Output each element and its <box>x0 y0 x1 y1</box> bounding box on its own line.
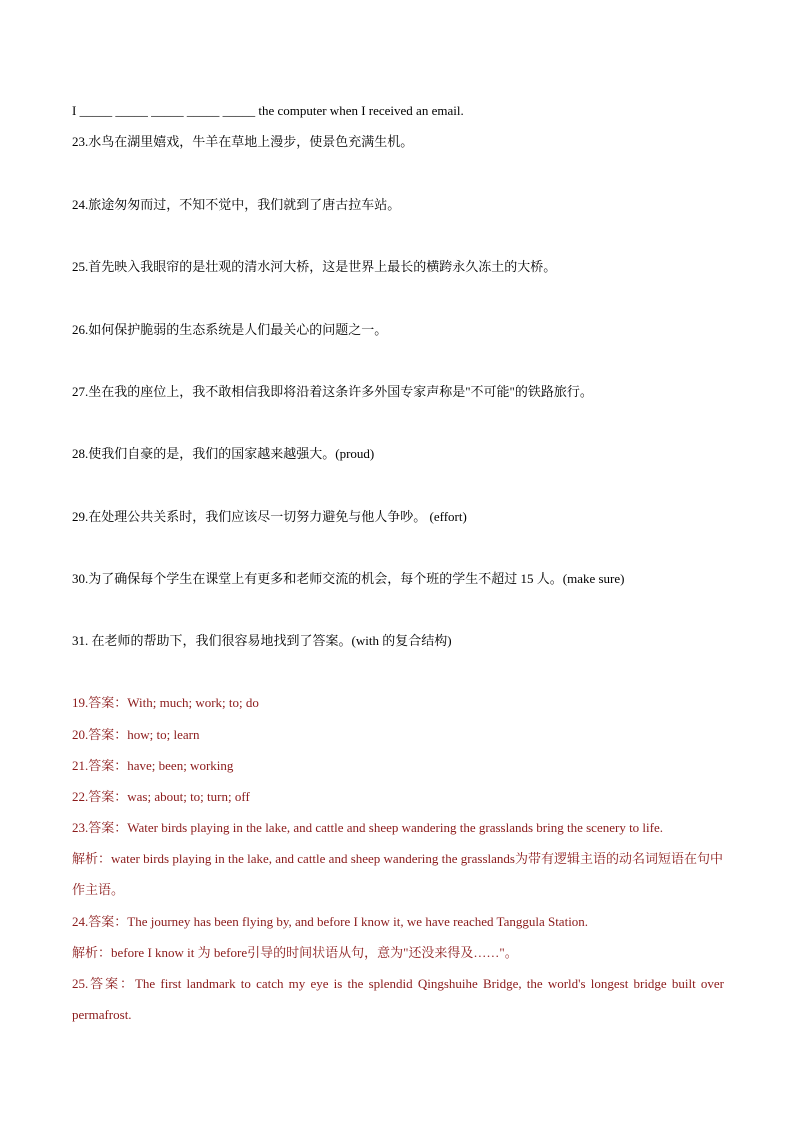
question-24: 24.旅途匆匆而过，不知不觉中，我们就到了唐古拉车站。 <box>72 197 401 212</box>
question-27: 27.坐在我的座位上，我不敢相信我即将沿着这条许多外国专家声称是"不可能"的铁路旅行。 <box>72 384 593 399</box>
document-page <box>72 0 724 1123</box>
question-31: 31. 在老师的帮助下，我们很容易地找到了答案。(with 的复合结构) <box>72 633 452 648</box>
question-26: 26.如何保护脆弱的生态系统是人们最关心的问题之一。 <box>72 322 388 337</box>
answer-19: 19.答案：With; much; work; to; do <box>72 695 259 710</box>
question-30: 30.为了确保每个学生在课堂上有更多和老师交流的机会，每个班的学生不超过 15 人。(make sure) <box>72 571 625 586</box>
question-28: 28.使我们自豪的是，我们的国家越来越强大。(proud) <box>72 446 375 461</box>
analysis-24: 解析：before I know it 为 before引导的时间状语从句，意为"还没来得及……"。 <box>72 945 518 960</box>
question-23: 23.水鸟在湖里嬉戏，牛羊在草地上漫步，使景色充满生机。 <box>72 134 414 149</box>
answer-23: 23.答案：Water birds playing in the lake, and cattle and sheep wandering the grasslands bring the scenery to life. <box>72 820 663 835</box>
analysis-23: 解析：water birds playing in the lake, and cattle and sheep wandering the grasslands为带有逻辑主语的动名词短语在句中作主语。 <box>72 851 723 897</box>
answer-25: 25.答案：The first landmark to catch my eye is the splendid Qingshuihe Bridge, the world's longest bridge built over permafrost. <box>72 976 724 1022</box>
answer-20: 20.答案：how; to; learn <box>72 727 200 742</box>
question-22-blanks: I _____ _____ _____ _____ _____ the computer when I received an email. <box>72 103 464 118</box>
question-29: 29.在处理公共关系时，我们应该尽一切努力避免与他人争吵。 (effort) <box>72 509 467 524</box>
question-25: 25.首先映入我眼帘的是壮观的清水河大桥，这是世界上最长的横跨永久冻土的大桥。 <box>72 259 557 274</box>
answer-21: 21.答案：have; been; working <box>72 758 234 773</box>
answer-22: 22.答案：was; about; to; turn; off <box>72 789 250 804</box>
answer-24: 24.答案：The journey has been flying by, and before I know it, we have reached Tanggula Station. <box>72 914 589 929</box>
